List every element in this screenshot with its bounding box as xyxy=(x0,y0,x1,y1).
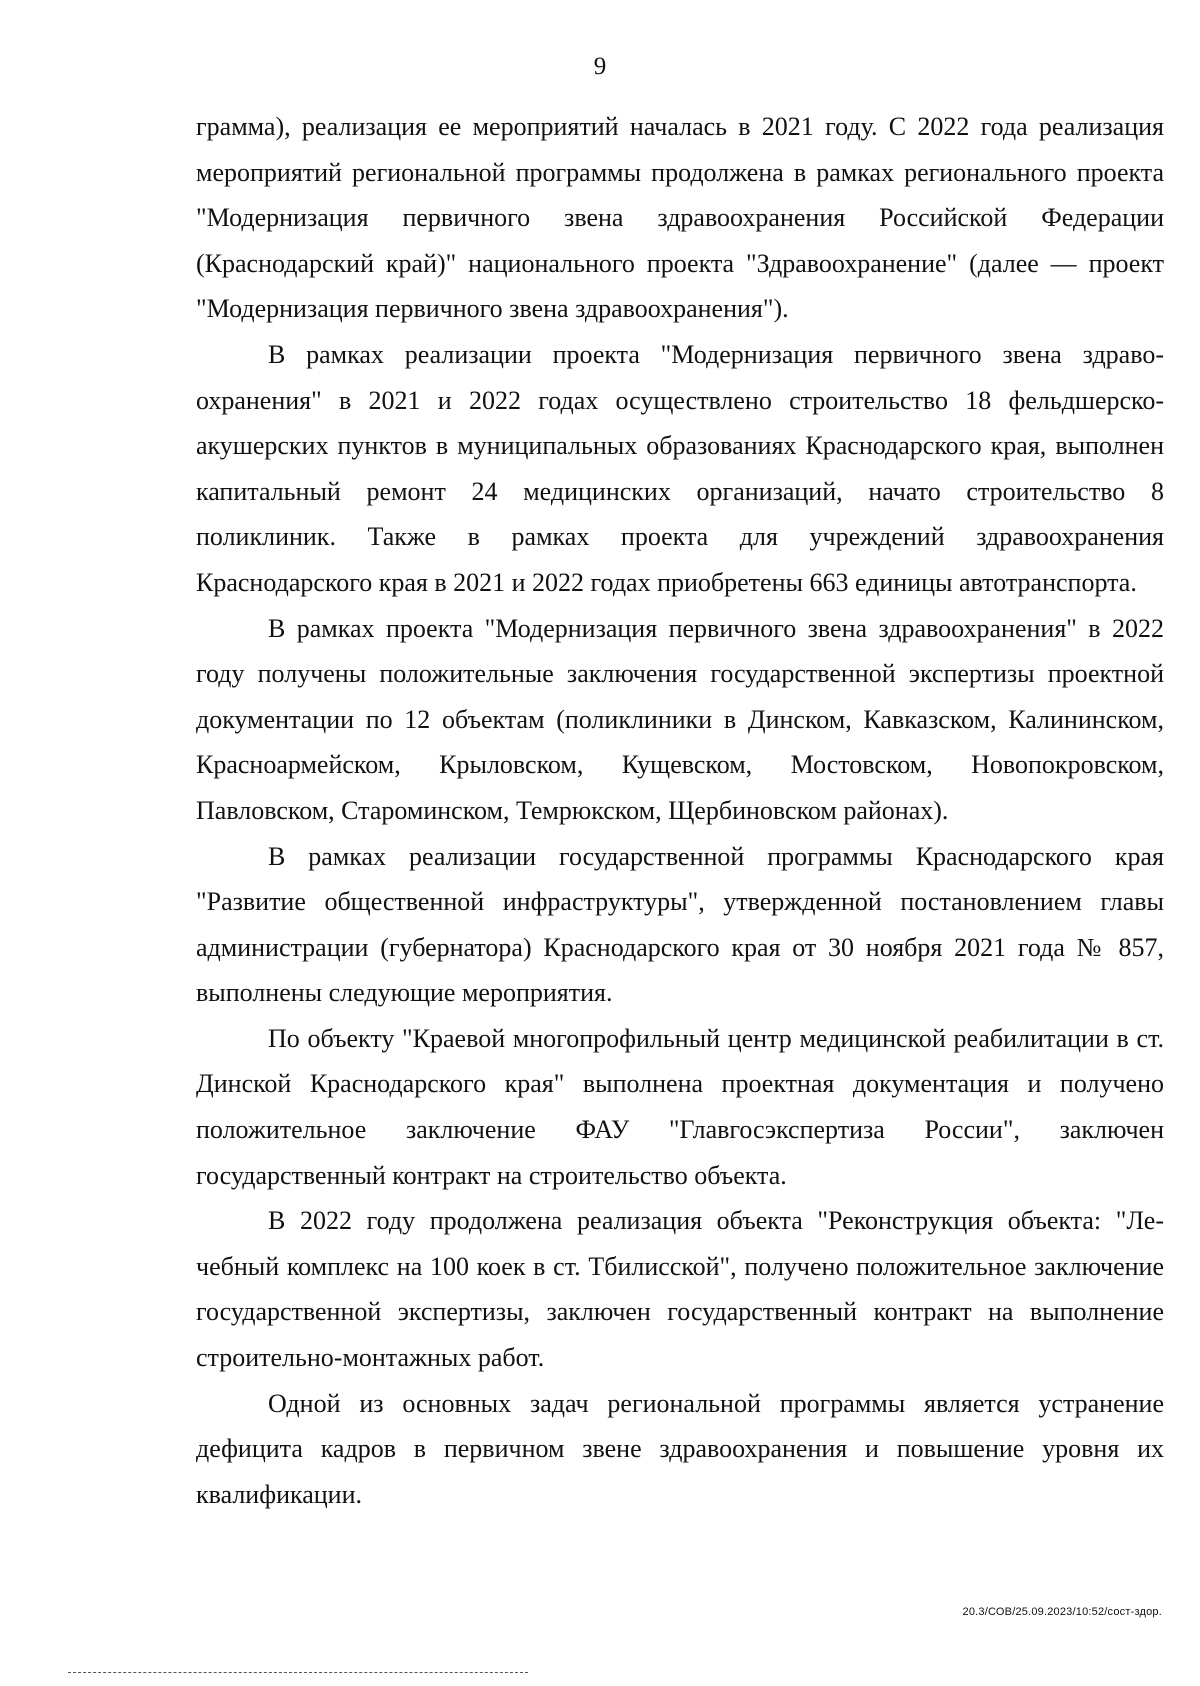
page-number: 9 xyxy=(593,53,607,80)
document-registration-code: 20.3/СОВ/25.09.2023/10:52/сост-здор. xyxy=(962,1606,1162,1618)
paragraph-rehabilitation-center: По объекту "Краевой многопрофильный центр медицинской реабилитации в ст. Динской Краснодарского края" выполнена проектная документация и получено положительное заключение ФАУ "Главгосэкспертиза России", заключен государственный контракт на строительство объекта. xyxy=(196,1023,1164,1190)
footer-divider xyxy=(68,1672,528,1673)
paragraph-tbilisskaya-complex: В 2022 году продолжена реализация объекта "Реконструкция объекта: "Лечебный комплекс на 100 коек в ст. Тбилисской", получено положительное заключение государственной экспертизы, заключен государственный контракт на выполнение строительно-монтажных работ. xyxy=(196,1206,1164,1373)
paragraph-modernization-results: В рамках реализации проекта "Модернизация первичного звена здравоохранения" в 2021 и 2022 годах осуществлено строительство 18 фельдшерско-акушерских пунктов в муниципальных образованиях Краснодарского края, выполнен капитальный ремонт 24 медицинских организаций, начато строительство 8 поликлиник. Также в рамках проекта для учреждений здравоохранения Краснодарского края в 2021 и 2022 годах приобретены 663 единицы автотранспорта. xyxy=(196,339,1164,597)
paragraph-staffing-task: Одной из основных задач региональной программы является устранение дефицита кадров в первичном звене здравоохранения и повышение уровня их квалификации. xyxy=(196,1388,1164,1509)
paragraph-expertise-conclusions: В рамках проекта "Модернизация первичного звена здравоохранения" в 2022 году получены положительные заключения государственной экспертизы проектной документации по 12 объектам (поликлиники в Динском, Кавказском, Калининском, Красноармейском, Крыловском, Кущевском, Мостовском, Новопокровском, Павловском, Староминском, Темрюкском, Щербиновском районах). xyxy=(196,613,1164,825)
document-body xyxy=(196,104,1164,1517)
paragraph-state-program: В рамках реализации государственной программы Краснодарского края "Развитие общественной инфраструктуры", утвержденной постановлением главы администрации (губернатора) Краснодарского края от 30 ноября 2021 года № 857, выполнены следующие мероприятия. xyxy=(196,841,1164,1008)
paragraph-continuation: грамма), реализация ее мероприятий началась в 2021 году. С 2022 года реализация мероприятий региональной программы продолжена в рамках регионального проекта "Модернизация первичного звена здравоохранения Российской Федерации (Краснодарский край)" национального проекта "Здравоохранение" (далее — проект "Модернизация первичного звена здравоохранения"). xyxy=(196,112,1164,324)
